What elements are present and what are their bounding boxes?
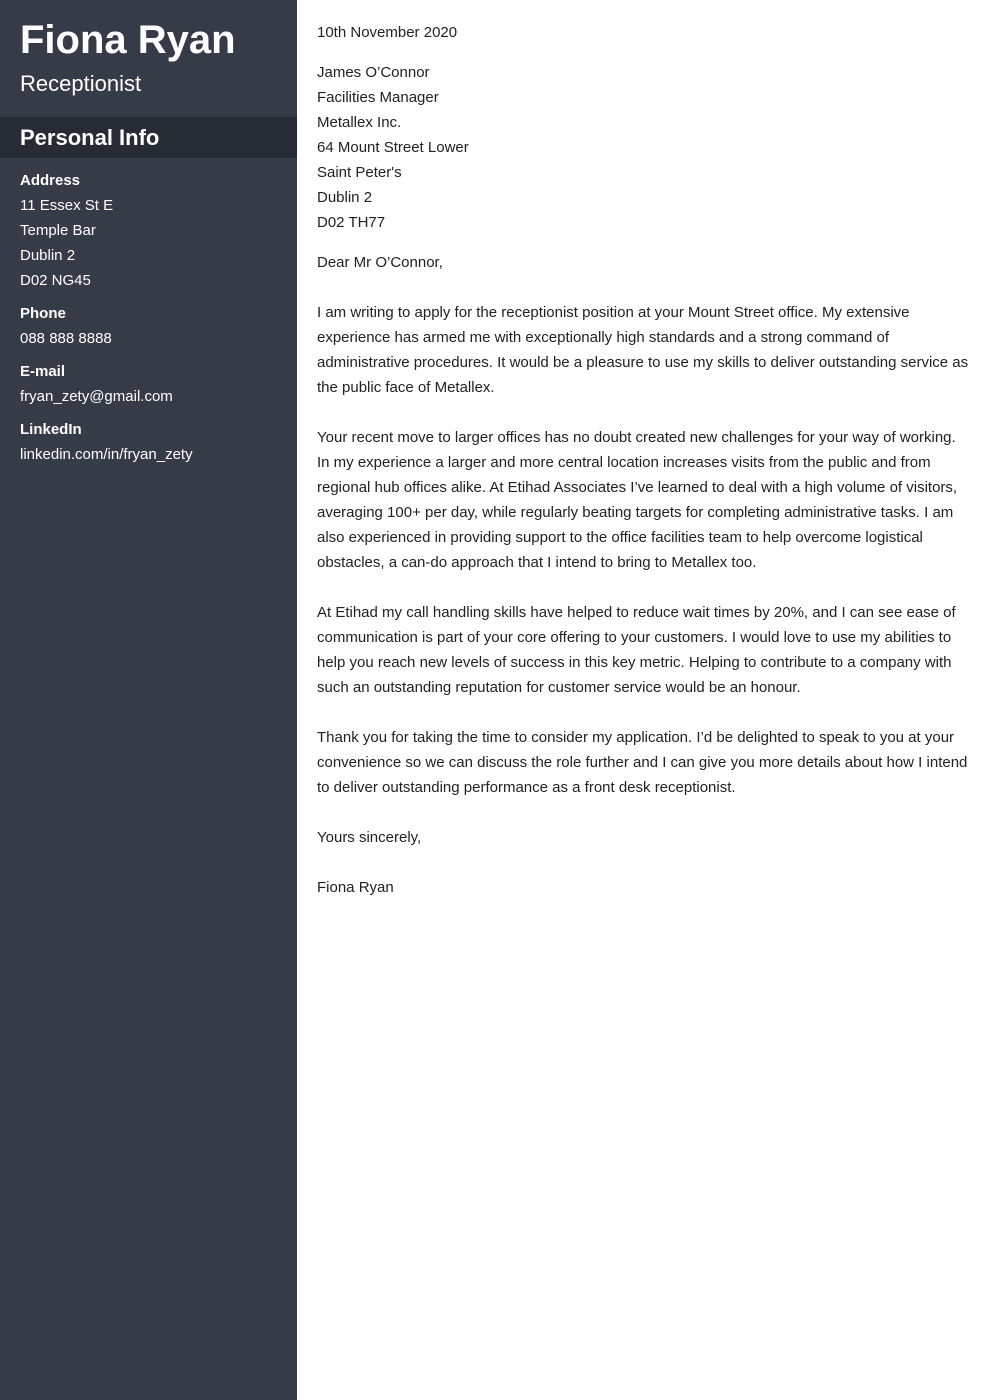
recipient-line: James O’Connor [317, 64, 430, 81]
address-line: D02 NG45 [20, 272, 91, 289]
recipient-line: Saint Peter's [317, 164, 402, 181]
section-title: Personal Info [20, 125, 160, 150]
body-paragraph: Your recent move to larger offices has no doubt created new challenges for your way of working. In my experience a larger and more central location increases visits from the public and from regional hub offices alike. At Etihad Associates I’ve learned to deal with a high volume of visitors, averaging 100+ per day, while regularly beating targets for completing administrative tasks. I am also experienced in providing support to the office facilities team to help overcome logistical obstacles, a can-do approach that I intend to bring to Metallex too. [317, 429, 958, 571]
cover-letter [317, 20, 972, 900]
body-paragraph: Thank you for taking the time to consider my application. I’d be delighted to speak to you at your convenience so we can discuss the role further and I can give you more details about how I intend to deliver outstanding performance as a front desk receptionist. [317, 729, 968, 796]
linkedin-label: LinkedIn [20, 421, 82, 438]
candidate-name: Fiona Ryan [20, 18, 236, 62]
address-label: Address [20, 172, 81, 189]
personal-info-header [0, 117, 297, 158]
phone-label: Phone [20, 305, 66, 322]
recipient-line: Metallex Inc. [317, 114, 402, 131]
address-line: 11 Essex St E [20, 197, 114, 214]
body-paragraph: At Etihad my call handling skills have helped to reduce wait times by 20%, and I can see ease of communication is part of your core offering to your customers. I would love to use my abilities to help you reach new levels of success in this key metric. Helping to contribute to a company with such an outstanding reputation for customer service would be an honour. [317, 604, 956, 696]
candidate-role: Receptionist [20, 71, 142, 96]
personal-info [20, 168, 285, 475]
linkedin-group [20, 417, 285, 467]
sidebar [0, 0, 297, 1400]
body-paragraph: I am writing to apply for the receptionist position at your Mount Street office. My extensive experience has armed me with exceptionally high standards and a strong command of administrative procedures. It would be a pleasure to use my skills to deliver outstanding service as the public face of Metallex. [317, 304, 969, 396]
email-group [20, 359, 285, 409]
phone-group [20, 301, 285, 351]
recipient-line: 64 Mount Street Lower [317, 139, 469, 156]
signature-name: Fiona Ryan [317, 879, 394, 896]
recipient-line: Facilities Manager [317, 89, 439, 106]
address-line: Dublin 2 [20, 247, 76, 264]
letter-date: 10th November 2020 [317, 24, 458, 41]
linkedin-link[interactable]: linkedin.com/in/fryan_zety [20, 446, 193, 463]
recipient-block [317, 60, 972, 235]
closing: Yours sincerely, [317, 829, 422, 846]
recipient-line: D02 TH77 [317, 214, 386, 231]
address-line: Temple Bar [20, 222, 96, 239]
email-label: E-mail [20, 363, 66, 380]
salutation: Dear Mr O’Connor, [317, 254, 443, 271]
recipient-line: Dublin 2 [317, 189, 373, 206]
phone-value: 088 888 8888 [20, 330, 112, 347]
address-group [20, 168, 285, 293]
email-link[interactable]: fryan_zety@gmail.com [20, 388, 173, 405]
